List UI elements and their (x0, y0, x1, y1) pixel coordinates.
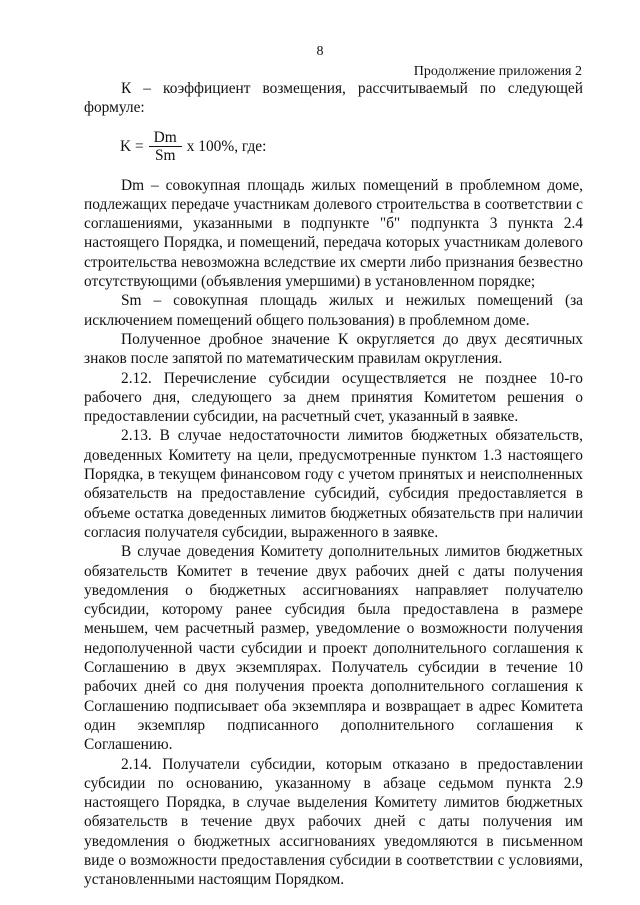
formula-numerator: Dm (149, 129, 182, 147)
paragraph-rounding: Полученное дробное значение К округляется до двух десятичных знаков после запятой по математическим правилам округления. (84, 330, 583, 368)
paragraph-2-13: 2.13. В случае недостаточности лимитов бюджетных обязательств, доведенных Комитету на цели, предусмотренные пунктом 1.3 настоящего Порядка, в текущем финансовом году с учетом принятых и неисполненных обязательств на предоставление субсидий, субсидия предоставляется в объеме остатка доведенных лимитов бюджетных обязательств при наличии согласия получателя субсидии, выраженного в заявке. (84, 427, 583, 541)
appendix-continuation-note: Продолжение приложения 2 (413, 64, 582, 79)
paragraph-2-12: 2.12. Перечисление субсидии осуществляется не позднее 10-го рабочего дня, следующего за днем принятия Комитетом решения о предоставлении субсидии, на расчетный счет, указанный в заявке. (84, 369, 583, 426)
coefficient-formula (84, 118, 583, 176)
paragraph-dm-definition: Dm – совокупная площадь жилых помещений в проблемном доме, подлежащих передаче участникам долевого строительства в соответствии с соглашениями, указанными в подпункте "б" подпункта 3 пункта 2.4 настоящего Порядка, и помещений, передача которых участникам долевого строительства невозможна вследствие их смерти либо признания безвестно отсутствующими (объявления умершими) в установленном порядке; (84, 176, 583, 291)
formula-fraction (149, 129, 182, 164)
paragraph-coefficient-definition: К – коэффициент возмещения, рассчитываемый по следующей формуле: (84, 80, 583, 117)
document-body (84, 79, 583, 890)
page-number: 8 (316, 44, 324, 59)
paragraph-2-14: 2.14. Получатели субсидии, которым отказано в предоставлении субсидии по основанию, указанному в абзаце седьмом пункта 2.9 настоящего Порядка, в случае выделения Комитету лимитов бюджетных обязательств в течение двух рабочих дней с даты получения им уведомления о бюджетных ассигнованиях уведомляются в письменном виде о возможности предоставления субсидии в соответствии с условиями, установленными настоящим Порядком. (84, 755, 583, 889)
paragraph-sm-definition: Sm – совокупная площадь жилых и нежилых помещений (за исключением помещений общего пользования) в проблемном доме. (84, 292, 583, 329)
formula-rhs: x 100%, где: (186, 137, 267, 155)
paragraph-additional-limits: В случае доведения Комитету дополнительных лимитов бюджетных обязательств Комитет в течение двух рабочих дней с даты получения уведомления о бюджетных ассигнованиях направляет получателю субсидии, которому ранее субсидия была предоставлена в размере меньшем, чем расчетный размер, уведомление о возможности получения недополученной части субсидии и проект дополнительного соглашения к Соглашению в двух экземплярах. Получатель субсидии в течение 10 рабочих дней со дня получения проекта дополнительного соглашения к Соглашению подписывает оба экземпляра и возвращает в адрес Комитета один экземпляр подписанного дополнительного соглашения к Соглашению. (84, 543, 583, 754)
formula-lhs: K = (120, 137, 144, 155)
formula-denominator: Sm (154, 147, 176, 165)
